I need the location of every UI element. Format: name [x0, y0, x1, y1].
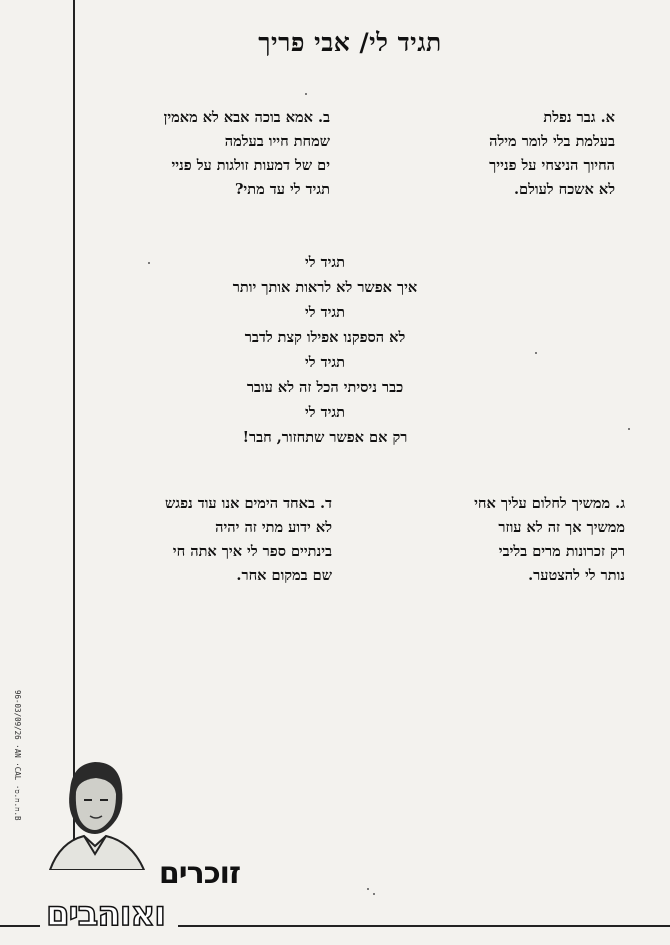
stanza-line: נותר לי להצטער. [528, 567, 625, 584]
stanza-line: ב. אמא בוכה אבא לא מאמין [163, 109, 330, 126]
stanza-line: ממשיך אך זה לא עוזר [498, 519, 625, 536]
scan-speck [373, 893, 375, 895]
stanza-line: ים של דמעות זולגות על פניי [171, 157, 330, 174]
stanza-line: שמחת חייו בעלמה [224, 133, 330, 150]
chorus-line: איך אפשר לא לראות אותך יותר [232, 279, 418, 296]
chorus-line: תגיד לי [304, 254, 346, 271]
stanza-line: שם במקום אחר. [236, 567, 332, 584]
stanza-line: רק זכרונות מרים בליבי [498, 543, 625, 560]
scan-speck [305, 93, 307, 95]
poem-title: תגיד לי/ אבי פריך [258, 28, 442, 57]
stanza-line: לא אשכח לעולם. [513, 181, 615, 198]
stanza-d [165, 492, 332, 588]
scan-speck [367, 888, 369, 890]
side-caption: 96-03/09/26 ·AN ·CAL ·ח.ח.ס.B [13, 690, 22, 821]
stanza-line: החיוך הניצחי על פנייך [489, 157, 615, 174]
chorus [160, 250, 490, 450]
stanza-line: ג. ממשיך לחלום עליך אחי [474, 495, 625, 512]
scan-speck [148, 262, 150, 264]
chorus-line: תגיד לי [304, 404, 346, 421]
bottom-rule [0, 925, 40, 927]
chorus-line: לא הספקנו אפילו קצת לדבר [244, 329, 406, 346]
stanza-a [489, 106, 615, 202]
scan-speck [535, 352, 537, 354]
margin-rule [73, 0, 75, 855]
chorus-line: תגיד לי [304, 354, 346, 371]
chorus-line: רק אם אפשר שתחזור, חבר! [242, 429, 408, 446]
stanza-line: תגיד לי עד מתי? [234, 181, 330, 198]
chorus-line: כבר ניסיתי הכל זה לא עובר [246, 379, 404, 396]
logo-text-bottom: ואוהבים [46, 894, 165, 934]
scan-speck [628, 428, 630, 430]
memorial-logo [40, 850, 240, 940]
stanza-b [164, 106, 330, 202]
stanza-line: ד. באחד הימים אנו עוד נפגש [165, 495, 332, 512]
stanza-line: בינתיים ספר לי איך אתה חי [172, 543, 332, 560]
stanza-line: לא ידוע מתי זה יהיה [215, 519, 332, 536]
bottom-rule [178, 925, 670, 927]
stanza-line: א. גבר נפלת [543, 109, 615, 126]
stanza-c [474, 492, 625, 588]
chorus-line: תגיד לי [304, 304, 346, 321]
stanza-line: בעלמת בלי לומר מילה [489, 133, 615, 150]
logo-text-top: זוכרים [158, 856, 240, 891]
